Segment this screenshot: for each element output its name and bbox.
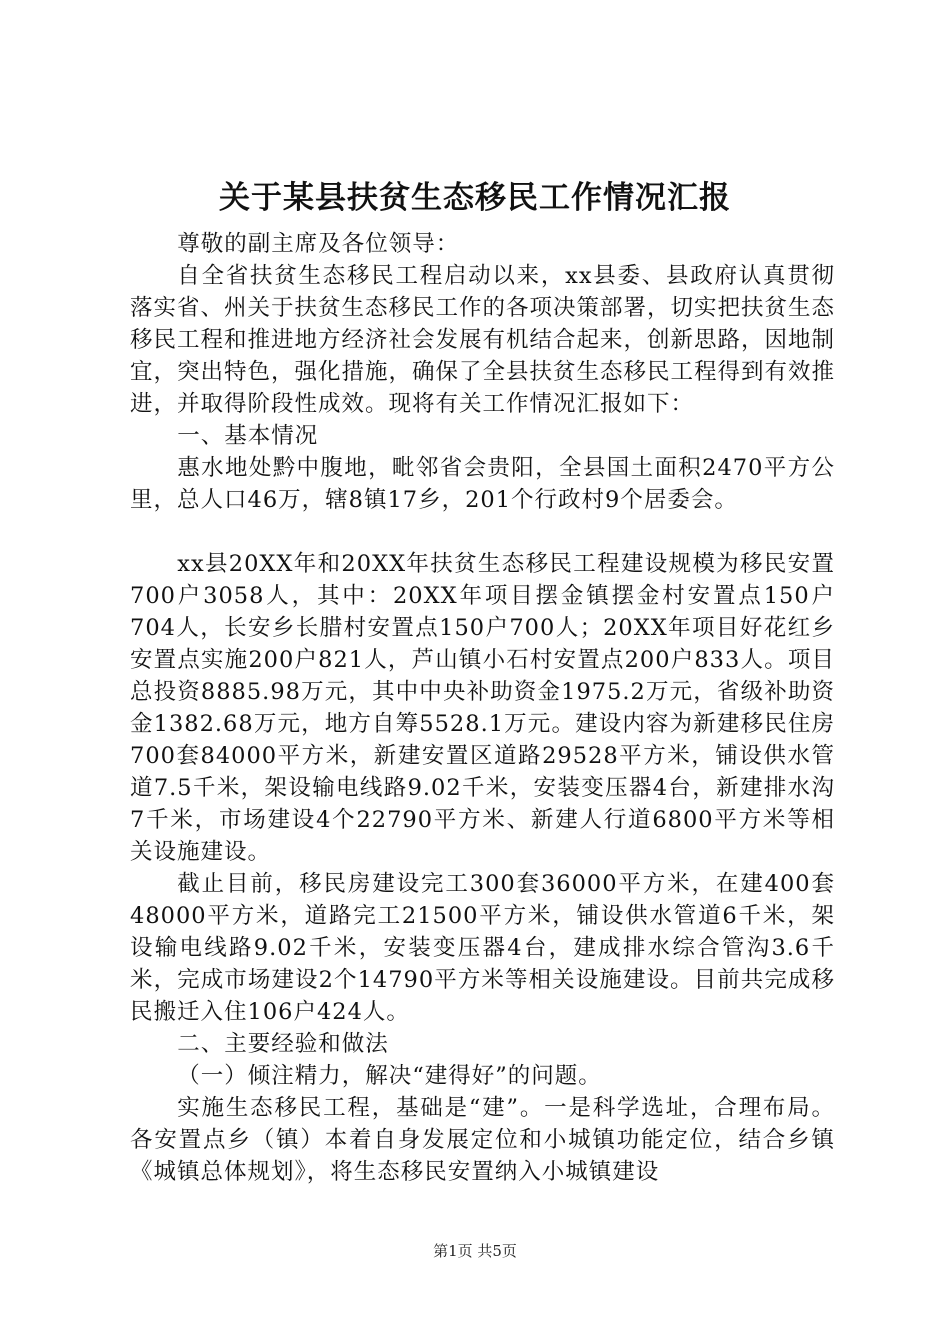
project-scale-paragraph: xx县20XX年和20XX年扶贫生态移民工程建设规模为移民安置700户3058人，其中：20XX年项目摆金镇摆金村安置点150户704人，长安乡长腊村安置点150户700人；20XX年项目好花红乡安置点实施200户821人，芦山镇小石村安置点200户833人。项目总投资8885.98万元，其中中央补助资金1975.2万元，省级补助资金1382.68万元，地方自筹5528.1万元。建设内容为新建移民住房700套84000平方米，新建安置区道路29528平方米，铺设供水管道7.5千米，架设输电线路9.02千米，安装变压器4台，新建排水沟7千米，市场建设4个22790平方米、新建人行道6800平方米等相关设施建设。 xyxy=(130,551,835,865)
construction-paragraph: 实施生态移民工程，基础是“建”。一是科学选址，合理布局。各安置点乡（镇）本着自身发展定位和小城镇功能定位，结合乡镇《城镇总体规划》，将生态移民安置纳入小城镇建设 xyxy=(130,1095,835,1185)
intro-paragraph: 自全省扶贫生态移民工程启动以来，xx县委、县政府认真贯彻落实省、州关于扶贫生态移民工作的各项决策部署，切实把扶贫生态移民工程和推进地方经济社会发展有机结合起来，创新思路，因地制宜，突出特色，强化措施，确保了全县扶贫生态移民工程得到有效推进，并取得阶段性成效。现将有关工作情况汇报如下： xyxy=(130,263,836,417)
page-footer: 第1页 共5页 xyxy=(433,1242,517,1260)
basic-info-paragraph: 惠水地处黔中腹地，毗邻省会贵阳，全县国土面积2470平方公里，总人口46万，辖8镇17乡，201个行政村9个居委会。 xyxy=(130,455,835,513)
document-title: 关于某县扶贫生态移民工作情况汇报 xyxy=(219,180,731,216)
subsection-heading-1: （一）倾注精力，解决“建得好”的问题。 xyxy=(177,1063,602,1089)
document-body xyxy=(130,228,835,1188)
salutation: 尊敬的副主席及各位领导： xyxy=(177,231,460,257)
section-heading-basic: 一、基本情况 xyxy=(177,423,319,449)
section-heading-experience: 二、主要经验和做法 xyxy=(177,1031,389,1057)
progress-paragraph: 截止目前，移民房建设完工300套36000平方米，在建400套48000平方米，道路完工21500平方米，铺设供水管道6千米，架设输电线路9.02千米，安装变压器4台，建成排水综合管沟3.6千米，完成市场建设2个14790平方米等相关设施建设。目前共完成移民搬迁入住106户424人。 xyxy=(130,871,835,1025)
